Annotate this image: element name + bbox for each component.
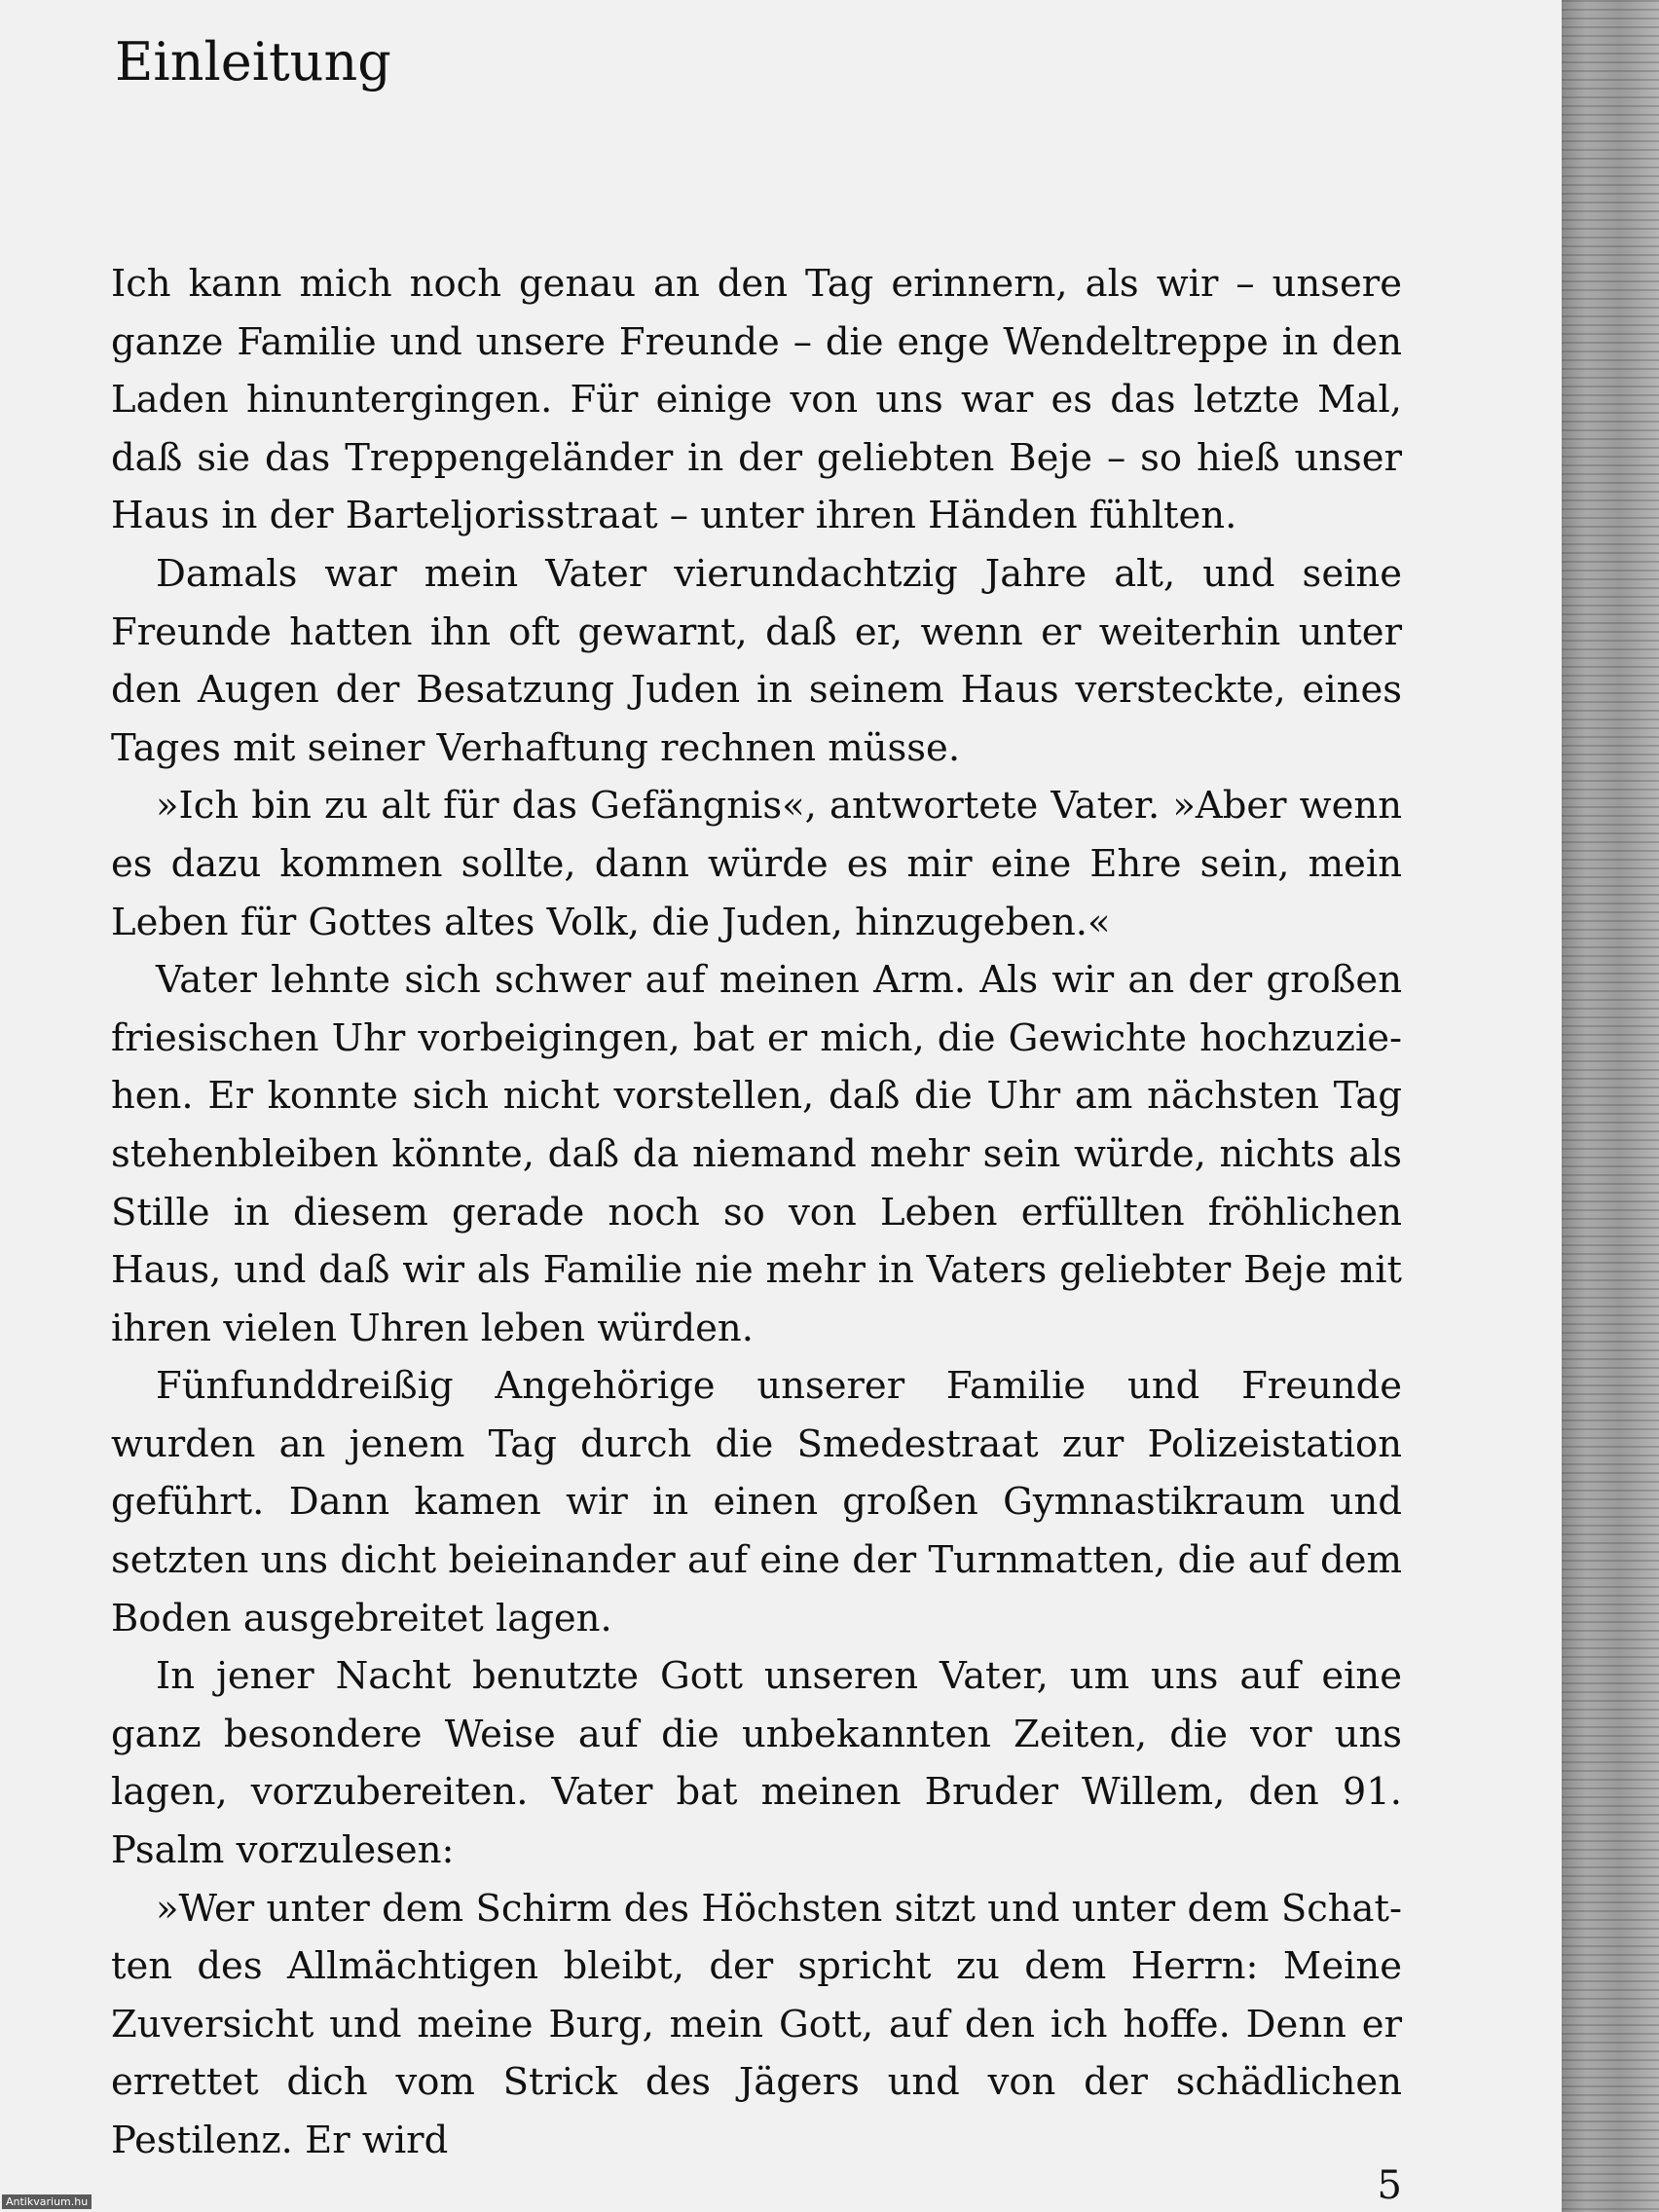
chapter-heading: Einleitung xyxy=(115,31,391,92)
paragraph: »Wer unter dem Schirm des Höchsten sitzt und unter dem Schatten des Allmächtigen bleibt, der spricht zu dem Herrn: Meine Zuversicht und meine Burg, mein Gott, auf den ich hoffe. Denn er errettet dich vom Strick des Jägers und von der schädlichen Pestilenz. Er wird xyxy=(111,1886,1402,2162)
page-number: 5 xyxy=(1377,2163,1402,2208)
body-text xyxy=(111,255,1402,2170)
book-spine-edge xyxy=(1562,0,1659,2212)
paragraph: Vater lehnte sich schwer auf meinen Arm. Als wir an der großen friesischen Uhr vorbeigingen, bat er mich, die Gewichte hochzuziehen. Er konnte sich nicht vorstellen, daß die Uhr am nächsten Tag stehenbleiben könnte, daß da niemand mehr sein würde, nichts als Stille in diesem gerade noch so von Leben erfüllten fröhlichen Haus, und daß wir als Familie nie mehr in Vaters geliebter Beje mit ihren vielen Uhren leben würden. xyxy=(111,958,1402,1350)
paragraph: Damals war mein Vater vierundachtzig Jahre alt, und seine Freunde hatten ihn oft gewarnt, daß er, wenn er weiterhin unter den Augen der Besatzung Juden in seinem Haus versteckte, eines Tages mit seiner Verhaftung rechnen müsse. xyxy=(111,551,1402,770)
paragraph: In jener Nacht benutzte Gott unseren Vater, um uns auf eine ganz besondere Weise auf die unbekannten Zeiten, die vor uns lagen, vorzubereiten. Vater bat meinen Bruder Willem, den 91. Psalm vorzulesen: xyxy=(111,1654,1402,1873)
paragraph: Fünfunddreißig Angehörige unserer Familie und Freunde wurden an jenem Tag durch die Smedestraat zur Polizeistation geführt. Dann kamen wir in einen großen Gymnastikraum und setzten uns dicht beieinander auf eine der Turnmatten, die auf dem Boden ausgebreitet lagen. xyxy=(111,1364,1402,1641)
watermark: Antikvarium.hu xyxy=(2,2194,92,2209)
paragraph: Ich kann mich noch genau an den Tag erinnern, als wir – unsere ganze Familie und unsere Freunde – die enge Wendeltreppe in den Laden hinuntergingen. Für einige von uns war es das letzte Mal, daß sie das Treppengeländer in der geliebten Beje – so hieß unser Haus in der Barteljorisstraat – unter ihren Händen fühlten. xyxy=(111,262,1402,538)
paragraph: »Ich bin zu alt für das Gefängnis«, antwortete Vater. »Aber wenn es dazu kommen sollte, dann würde es mir eine Ehre sein, mein Leben für Gottes altes Volk, die Juden, hinzugeben.« xyxy=(111,784,1402,944)
